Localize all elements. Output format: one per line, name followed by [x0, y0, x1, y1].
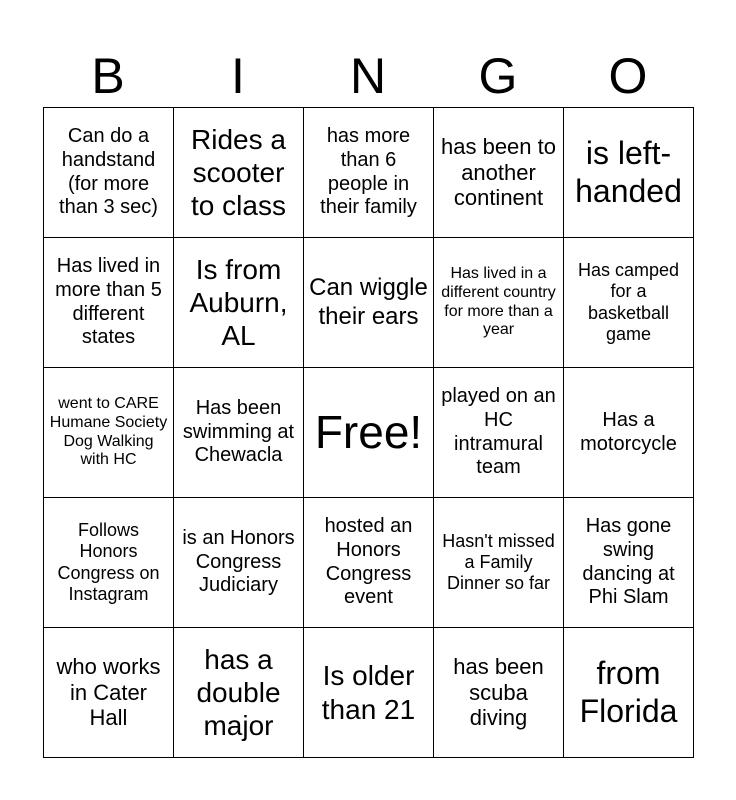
bingo-cell[interactable]: Has camped for a basketball game — [564, 238, 694, 368]
bingo-cell[interactable]: has been scuba diving — [434, 628, 564, 758]
header-letter-g: G — [478, 48, 518, 104]
bingo-cell[interactable]: who works in Cater Hall — [44, 628, 174, 758]
bingo-board — [43, 107, 694, 758]
header-letter-i: I — [231, 48, 245, 104]
free-space-cell[interactable]: Free! — [304, 368, 434, 498]
bingo-cell[interactable]: Has gone swing dancing at Phi Slam — [564, 498, 694, 628]
bingo-cell[interactable]: Has a motorcycle — [564, 368, 694, 498]
bingo-cell[interactable]: Is older than 21 — [304, 628, 434, 758]
bingo-cell[interactable]: hosted an Honors Congress event — [304, 498, 434, 628]
bingo-cell[interactable]: has been to another continent — [434, 108, 564, 238]
header-letter-n: N — [349, 48, 387, 104]
bingo-cell[interactable]: Has lived in a different country for more than a year — [434, 238, 564, 368]
bingo-cell[interactable]: went to CARE Humane Society Dog Walking with HC — [44, 368, 174, 498]
bingo-cell[interactable]: has more than 6 people in their family — [304, 108, 434, 238]
bingo-cell[interactable]: from Florida — [564, 628, 694, 758]
bingo-cell[interactable]: Hasn't missed a Family Dinner so far — [434, 498, 564, 628]
bingo-cell[interactable]: Can do a handstand (for more than 3 sec) — [44, 108, 174, 238]
header-letter-o: O — [608, 48, 648, 104]
bingo-header — [43, 44, 693, 108]
bingo-cell[interactable]: played on an HC intramural team — [434, 368, 564, 498]
board-row-2 — [44, 238, 694, 368]
bingo-cell[interactable]: Can wiggle their ears — [304, 238, 434, 368]
bingo-cell[interactable]: is an Honors Congress Judiciary — [174, 498, 304, 628]
board-row-3 — [44, 368, 694, 498]
header-letter-b: B — [91, 48, 125, 104]
bingo-cell[interactable]: Follows Honors Congress on Instagram — [44, 498, 174, 628]
board-row-4 — [44, 498, 694, 628]
board-row-1 — [44, 108, 694, 238]
bingo-cell[interactable]: Has lived in more than 5 different states — [44, 238, 174, 368]
bingo-cell[interactable]: Has been swimming at Chewacla — [174, 368, 304, 498]
board-row-5 — [44, 628, 694, 758]
bingo-cell[interactable]: Is from Auburn, AL — [174, 238, 304, 368]
bingo-cell[interactable]: Rides a scooter to class — [174, 108, 304, 238]
bingo-cell[interactable]: has a double major — [174, 628, 304, 758]
bingo-cell[interactable]: is left-handed — [564, 108, 694, 238]
